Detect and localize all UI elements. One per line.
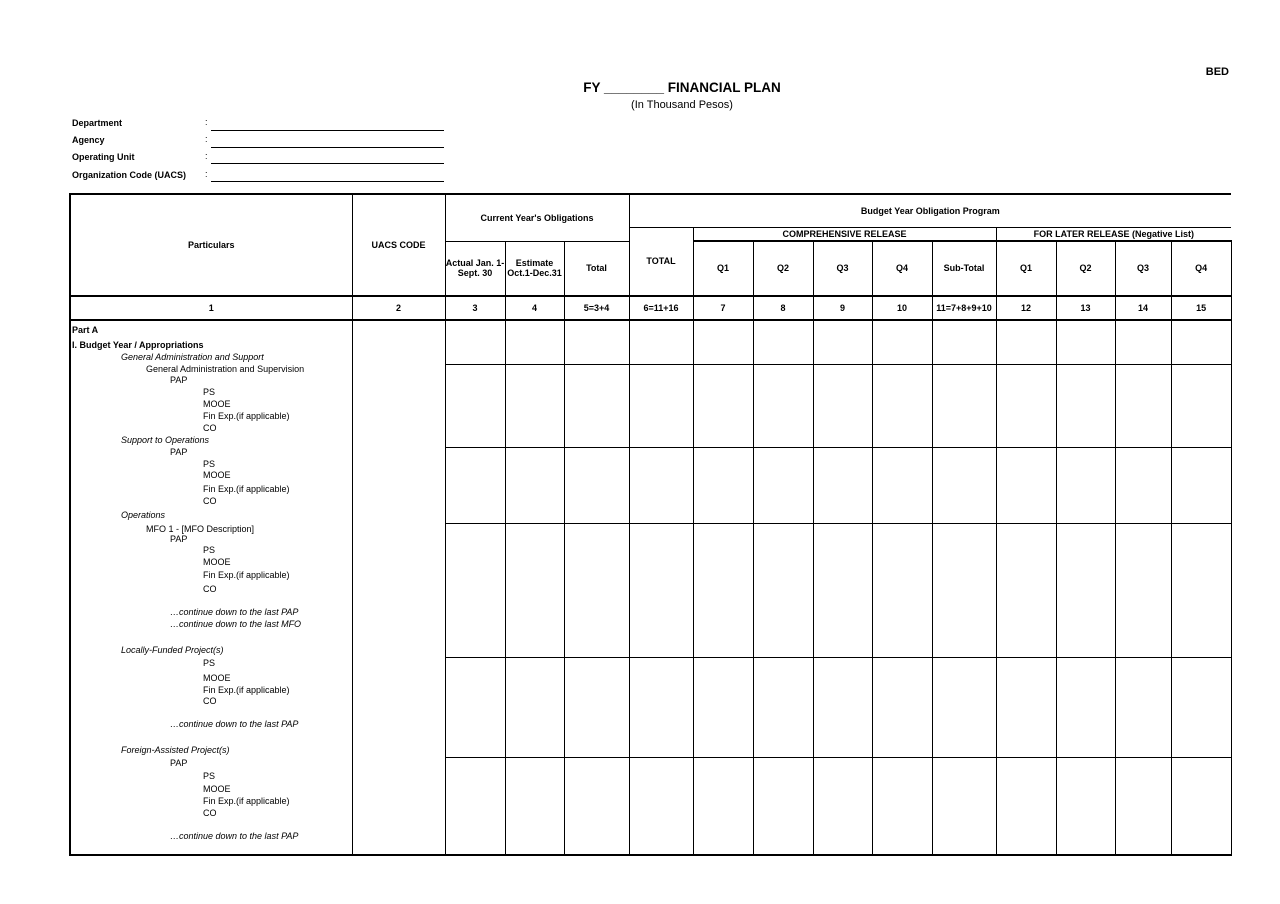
- data-cell[interactable]: [813, 523, 872, 657]
- agency-label: Agency: [72, 135, 105, 145]
- part-a-label: Part A: [72, 325, 99, 335]
- data-cell[interactable]: [753, 447, 813, 523]
- fin-exp-label: Fin Exp.(if applicable): [203, 411, 290, 421]
- data-cell[interactable]: [1115, 447, 1171, 523]
- data-cell[interactable]: [753, 757, 813, 855]
- data-cell[interactable]: [872, 320, 932, 364]
- data-cell[interactable]: [932, 447, 996, 523]
- column-number: 15: [1171, 296, 1231, 320]
- header-later-release: FOR LATER RELEASE (Negative List): [996, 227, 1231, 241]
- continue-note: …continue down to the last MFO: [170, 619, 302, 629]
- uacs-code-column[interactable]: [352, 320, 445, 855]
- data-cell[interactable]: [813, 320, 872, 364]
- column-number: 13: [1056, 296, 1115, 320]
- org-code-colon: :: [205, 169, 208, 179]
- header-current-total: Total: [564, 241, 629, 296]
- data-cell[interactable]: [505, 320, 564, 364]
- data-cell[interactable]: [1171, 447, 1231, 523]
- data-cell[interactable]: [629, 757, 693, 855]
- department-label: Department: [72, 118, 123, 128]
- form-code: BED: [1205, 66, 1229, 78]
- data-cell[interactable]: [629, 657, 693, 757]
- data-cell[interactable]: [753, 657, 813, 757]
- data-cell[interactable]: [872, 757, 932, 855]
- section-operations: Operations: [121, 510, 166, 520]
- budget-year-heading: I. Budget Year / Appropriations: [72, 340, 204, 350]
- header-estimate: Estimate Oct.1-Dec.31: [505, 241, 564, 296]
- column-number: 7: [693, 296, 753, 320]
- mfo-label: MFO 1 - [MFO Description]: [146, 524, 255, 534]
- data-cell[interactable]: [693, 657, 753, 757]
- pap-label: PAP: [170, 375, 188, 385]
- column-number: 3: [445, 296, 505, 320]
- header-q4: Q4: [872, 241, 932, 296]
- data-cell[interactable]: [629, 364, 693, 447]
- header-grand-total: TOTAL: [629, 227, 693, 296]
- section-sto: Support to Operations: [121, 435, 210, 445]
- data-cell[interactable]: [445, 657, 505, 757]
- data-cell[interactable]: [996, 364, 1056, 447]
- data-cell[interactable]: [813, 364, 872, 447]
- subsection-gass: General Administration and Supervision: [146, 364, 305, 374]
- data-cell[interactable]: [505, 364, 564, 447]
- operating-unit-field[interactable]: [211, 163, 444, 164]
- data-cell[interactable]: [445, 757, 505, 855]
- data-cell[interactable]: [445, 447, 505, 523]
- ps-label: PS: [203, 387, 216, 397]
- data-cell[interactable]: [1171, 757, 1231, 855]
- data-cell[interactable]: [996, 320, 1056, 364]
- department-colon: :: [205, 117, 208, 127]
- header-particulars: Particulars: [70, 194, 352, 296]
- header-uacs-code: UACS CODE: [352, 194, 445, 296]
- data-cell[interactable]: [932, 657, 996, 757]
- data-cell[interactable]: [813, 657, 872, 757]
- data-cell[interactable]: [1115, 523, 1171, 657]
- section-locally-funded: Locally-Funded Project(s): [121, 645, 224, 655]
- section-gas: General Administration and Support: [121, 352, 264, 362]
- continue-note: …continue down to the last PAP: [170, 831, 299, 841]
- data-cell[interactable]: [753, 364, 813, 447]
- department-field[interactable]: [211, 130, 444, 131]
- data-cell[interactable]: [1056, 757, 1115, 855]
- header-later-q3: Q3: [1115, 241, 1171, 296]
- data-cell[interactable]: [1056, 523, 1115, 657]
- ps-label: PS: [203, 658, 216, 668]
- data-cell[interactable]: [813, 757, 872, 855]
- data-cell[interactable]: [629, 447, 693, 523]
- column-number: 14: [1115, 296, 1171, 320]
- data-cell[interactable]: [753, 523, 813, 657]
- header-later-q1: Q1: [996, 241, 1056, 296]
- fin-exp-label: Fin Exp.(if applicable): [203, 685, 290, 695]
- data-cell[interactable]: [1171, 320, 1231, 364]
- section-foreign-assisted: Foreign-Assisted Project(s): [121, 745, 230, 755]
- data-cell[interactable]: [505, 757, 564, 855]
- column-number: 5=3+4: [564, 296, 629, 320]
- column-number: 11=7+8+9+10: [932, 296, 996, 320]
- ps-label: PS: [203, 545, 216, 555]
- data-cell[interactable]: [629, 320, 693, 364]
- data-cell[interactable]: [564, 320, 629, 364]
- data-cell[interactable]: [932, 757, 996, 855]
- ps-label: PS: [203, 459, 216, 469]
- data-cell[interactable]: [996, 657, 1056, 757]
- mooe-label: MOOE: [203, 673, 231, 683]
- header-budget-year: Budget Year Obligation Program: [629, 194, 1231, 227]
- header-q2: Q2: [753, 241, 813, 296]
- data-cell[interactable]: [693, 320, 753, 364]
- fin-exp-label: Fin Exp.(if applicable): [203, 796, 290, 806]
- data-cell[interactable]: [996, 757, 1056, 855]
- column-number: 10: [872, 296, 932, 320]
- data-cell[interactable]: [1171, 364, 1231, 447]
- co-label: CO: [203, 423, 217, 433]
- data-cell[interactable]: [872, 447, 932, 523]
- data-cell[interactable]: [505, 523, 564, 657]
- data-cell[interactable]: [1115, 657, 1171, 757]
- org-code-field[interactable]: [211, 181, 444, 182]
- mooe-label: MOOE: [203, 784, 231, 794]
- data-cell[interactable]: [564, 447, 629, 523]
- data-cell[interactable]: [1056, 364, 1115, 447]
- data-cell[interactable]: [564, 364, 629, 447]
- header-current-year: Current Year's Obligations: [445, 194, 629, 241]
- co-label: CO: [203, 584, 217, 594]
- page-title: FY ________ FINANCIAL PLAN: [583, 80, 781, 95]
- pap-label: PAP: [170, 758, 188, 768]
- data-cell[interactable]: [932, 364, 996, 447]
- co-label: CO: [203, 696, 217, 706]
- column-number: 8: [753, 296, 813, 320]
- data-cell[interactable]: [505, 447, 564, 523]
- data-cell[interactable]: [1115, 320, 1171, 364]
- data-cell[interactable]: [996, 447, 1056, 523]
- fin-exp-label: Fin Exp.(if applicable): [203, 570, 290, 580]
- header-later-q4: Q4: [1171, 241, 1231, 296]
- pap-label: PAP: [170, 447, 188, 457]
- data-cell[interactable]: [932, 320, 996, 364]
- column-number: 9: [813, 296, 872, 320]
- data-cell[interactable]: [1056, 657, 1115, 757]
- continue-note: …continue down to the last PAP: [170, 719, 299, 729]
- data-cell[interactable]: [996, 523, 1056, 657]
- data-cell[interactable]: [564, 757, 629, 855]
- data-cell[interactable]: [872, 657, 932, 757]
- data-cell[interactable]: [1115, 364, 1171, 447]
- column-number: 2: [352, 296, 445, 320]
- data-cell[interactable]: [445, 320, 505, 364]
- data-cell[interactable]: [932, 523, 996, 657]
- pap-label: PAP: [170, 534, 188, 544]
- continue-note: …continue down to the last PAP: [170, 607, 299, 617]
- data-cell[interactable]: [1171, 657, 1231, 757]
- column-number: 4: [505, 296, 564, 320]
- column-number: 12: [996, 296, 1056, 320]
- header-actual: Actual Jan. 1-Sept. 30: [445, 241, 505, 296]
- data-cell[interactable]: [872, 523, 932, 657]
- agency-field[interactable]: [211, 147, 444, 148]
- header-subtotal: Sub-Total: [932, 241, 996, 296]
- data-cell[interactable]: [1056, 320, 1115, 364]
- ps-label: PS: [203, 771, 216, 781]
- page-subtitle: (In Thousand Pesos): [631, 99, 733, 111]
- column-number: 1: [70, 296, 352, 320]
- data-cell[interactable]: [445, 523, 505, 657]
- data-cell[interactable]: [753, 320, 813, 364]
- co-label: CO: [203, 496, 217, 506]
- data-cell[interactable]: [872, 364, 932, 447]
- data-cell[interactable]: [693, 757, 753, 855]
- data-cell[interactable]: [693, 523, 753, 657]
- operating-unit-colon: :: [205, 151, 208, 161]
- data-cell[interactable]: [693, 447, 753, 523]
- mooe-label: MOOE: [203, 470, 231, 480]
- co-label: CO: [203, 808, 217, 818]
- fin-exp-label: Fin Exp.(if applicable): [203, 484, 290, 494]
- operating-unit-label: Operating Unit: [72, 152, 135, 162]
- data-cell[interactable]: [1115, 757, 1171, 855]
- data-cell[interactable]: [693, 364, 753, 447]
- header-later-q2: Q2: [1056, 241, 1115, 296]
- data-cell[interactable]: [629, 523, 693, 657]
- header-q3: Q3: [813, 241, 872, 296]
- data-cell[interactable]: [564, 657, 629, 757]
- mooe-label: MOOE: [203, 399, 231, 409]
- header-q1: Q1: [693, 241, 753, 296]
- agency-colon: :: [205, 134, 208, 144]
- data-cell[interactable]: [813, 447, 872, 523]
- data-cell[interactable]: [505, 657, 564, 757]
- org-code-label: Organization Code (UACS): [72, 170, 186, 180]
- data-cell[interactable]: [445, 364, 505, 447]
- column-number: 6=11+16: [629, 296, 693, 320]
- mooe-label: MOOE: [203, 557, 231, 567]
- data-cell[interactable]: [1171, 523, 1231, 657]
- data-cell[interactable]: [1056, 447, 1115, 523]
- header-comprehensive-release: COMPREHENSIVE RELEASE: [693, 227, 996, 241]
- data-cell[interactable]: [564, 523, 629, 657]
